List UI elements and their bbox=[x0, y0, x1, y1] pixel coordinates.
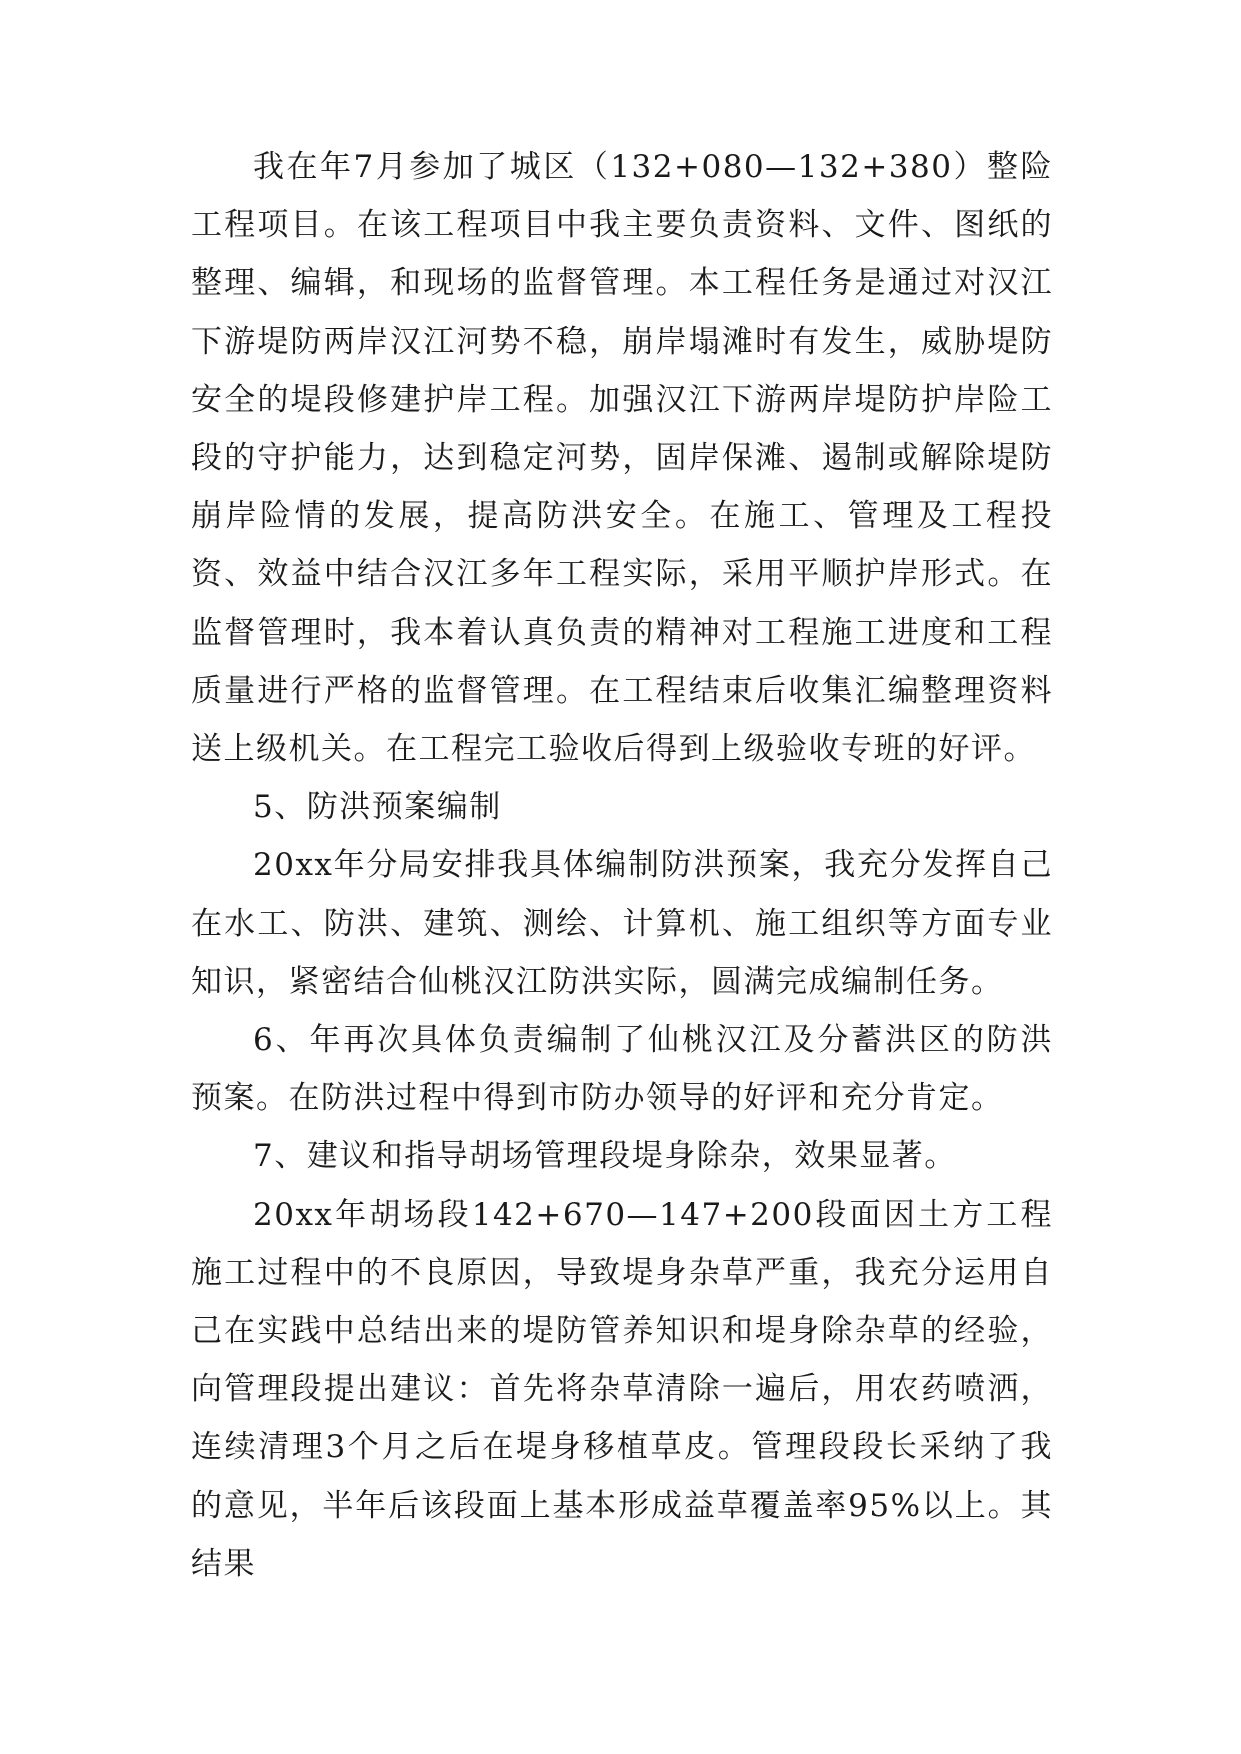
heading-flood-plan: 5、防洪预案编制 bbox=[253, 789, 502, 826]
document-page bbox=[191, 138, 1053, 1593]
paragraph-flood-plan: 20xx年分局安排我具体编制防洪预案，我充分发挥自己在水工、防洪、建筑、测绘、计算机、施工组织等方面专业知识，紧密结合仙桃汉江防洪实际，圆满完成编制任务。 bbox=[191, 847, 1053, 1000]
paragraph-flood-plan-again: 6、年再次具体负责编制了仙桃汉江及分蓄洪区的防洪预案。在防洪过程中得到市防办领导的好评和充分肯定。 bbox=[191, 1022, 1053, 1117]
paragraph-project-summary: 我在年7月参加了城区（132+080—132+380）整险工程项目。在该工程项目中我主要负责资料、文件、图纸的整理、编辑，和现场的监督管理。本工程任务是通过对汉江下游堤防两岸汉江河势不稳，崩岸塌滩时有发生，威胁堤防安全的堤段修建护岸工程。加强汉江下游两岸堤防护岸险工段的守护能力，达到稳定河势，固岸保滩、遏制或解除堤防崩岸险情的发展，提高防洪安全。在施工、管理及工程投资、效益中结合汉江多年工程实际，采用平顺护岸形式。在监督管理时，我本着认真负责的精神对工程施工进度和工程质量进行严格的监督管理。在工程结束后收集汇编整理资料送上级机关。在工程完工验收后得到上级验收专班的好评。 bbox=[191, 149, 1053, 768]
paragraph-weed-removal: 20xx年胡场段142+670—147+200段面因土方工程施工过程中的不良原因，导致堤身杂草严重，我充分运用自己在实践中总结出来的堤防管养知识和堤身除杂草的经验，向管理段提出建议：首先将杂草清除一遍后，用农药喷洒，连续清理3个月之后在堤身移植草皮。管理段段长采纳了我的意见，半年后该段面上基本形成益草覆盖率95%以上。其结果 bbox=[191, 1196, 1053, 1582]
heading-weed-removal: 7、建议和指导胡场管理段堤身除杂，效果显著。 bbox=[253, 1138, 957, 1175]
